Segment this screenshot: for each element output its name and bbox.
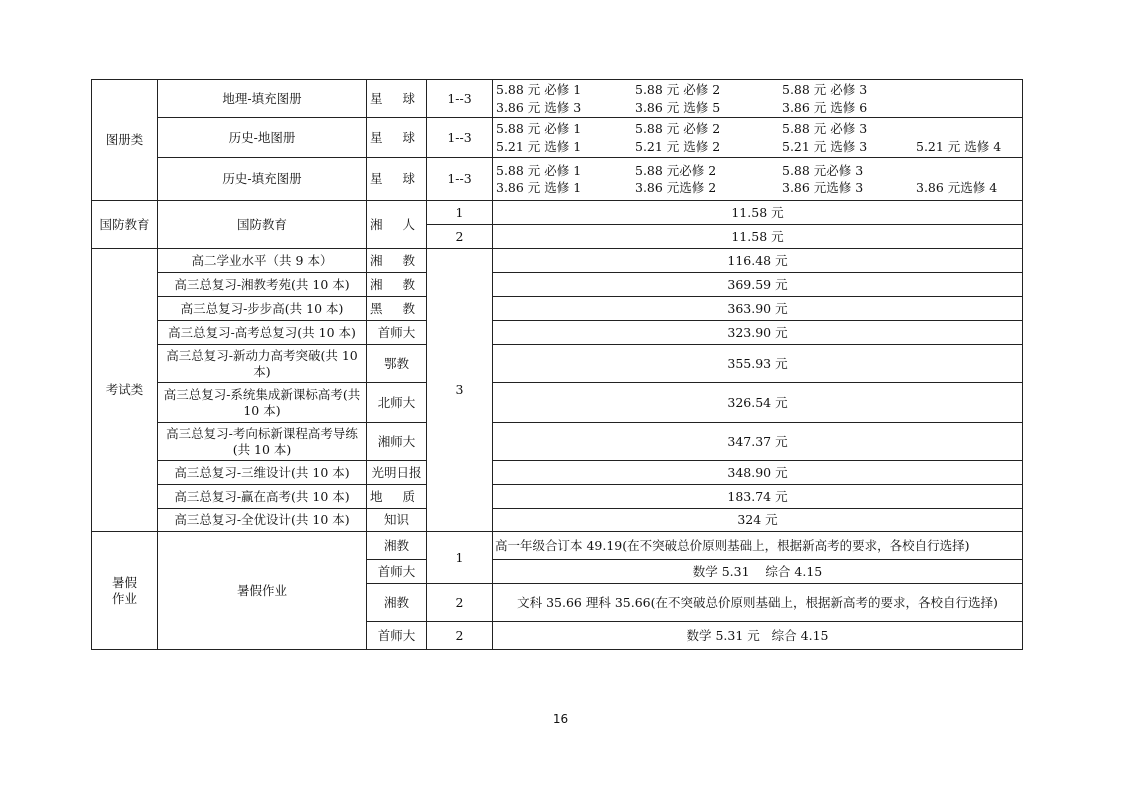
price-cell: 369.59 元 <box>493 273 1023 297</box>
book-name: 高三总复习-新动力高考突破(共 10 本) <box>158 345 367 383</box>
publisher: 湘教 <box>367 532 427 560</box>
publisher: 知识 <box>367 509 427 532</box>
table-row <box>92 201 1023 225</box>
publisher: 光明日报 <box>367 461 427 485</box>
publisher: 星 球 <box>367 118 427 158</box>
price-cell: 323.90 元 <box>493 321 1023 345</box>
book-name: 高三总复习-赢在高考(共 10 本) <box>158 485 367 509</box>
table-row <box>92 273 1023 297</box>
price-grid <box>493 120 1022 155</box>
book-name: 高三总复习-湘教考苑(共 10 本) <box>158 273 367 297</box>
price-cell: 363.90 元 <box>493 297 1023 321</box>
table-row <box>92 158 1023 201</box>
price-cell: 文科 35.66 理科 35.66(在不突破总价原则基础上，根据新高考的要求，各校自行选择) <box>493 584 1023 622</box>
book-name: 高三总复习-步步高(共 10 本) <box>158 297 367 321</box>
price-item <box>916 81 1022 99</box>
page-number: 16 <box>552 712 569 726</box>
table-row <box>92 383 1023 423</box>
book-name: 国防教育 <box>158 201 367 249</box>
book-name: 高三总复习-高考总复习(共 10 本) <box>158 321 367 345</box>
publisher: 首师大 <box>367 321 427 345</box>
book-name: 高二学业水平（共 9 本） <box>158 249 367 273</box>
publisher: 北师大 <box>367 383 427 423</box>
price-item <box>916 162 1022 180</box>
price-item: 3.86 元 选修 3 <box>496 99 582 115</box>
publisher: 湘 人 <box>367 201 427 249</box>
price-item: 5.88 元 必修 1 <box>496 82 582 97</box>
price-cell: 183.74 元 <box>493 485 1023 509</box>
publisher: 鄂教 <box>367 345 427 383</box>
price-item: 5.88 元 必修 3 <box>782 121 868 136</box>
table-row <box>92 461 1023 485</box>
price-cell: 348.90 元 <box>493 461 1023 485</box>
publisher: 星 球 <box>367 158 427 201</box>
price-item: 5.21 元 选修 2 <box>635 138 721 154</box>
price-item: 5.21 元 选修 3 <box>782 138 868 154</box>
book-name: 地理-填充图册 <box>158 80 367 118</box>
category-cell: 考试类 <box>92 249 158 532</box>
price-item: 5.88 元必修 3 <box>782 162 864 178</box>
price-item: 5.21 元 选修 1 <box>496 138 582 154</box>
publisher: 首师大 <box>367 560 427 584</box>
price-item: 5.88 元 必修 1 <box>496 162 582 178</box>
grade: 2 <box>427 225 493 249</box>
grade: 3 <box>427 249 493 532</box>
category-cell: 暑假作业 <box>92 532 158 650</box>
price-cell <box>493 158 1023 201</box>
price-item: 5.21 元 选修 4 <box>916 138 1002 154</box>
price-cell: 数学 5.31 综合 4.15 <box>493 560 1023 584</box>
grade: 2 <box>427 584 493 622</box>
table-row <box>92 423 1023 461</box>
price-item: 3.86 元 选修 1 <box>496 180 582 195</box>
price-cell: 11.58 元 <box>493 201 1023 225</box>
book-name: 高三总复习-系统集成新课标高考(共 10 本) <box>158 383 367 423</box>
book-name: 暑假作业 <box>158 532 367 650</box>
price-item: 3.86 元 选修 5 <box>635 99 721 115</box>
table-row <box>92 345 1023 383</box>
grade: 1 <box>427 532 493 584</box>
price-cell: 347.37 元 <box>493 423 1023 461</box>
publisher: 湘师大 <box>367 423 427 461</box>
publisher: 地 质 <box>367 485 427 509</box>
book-name: 高三总复习-考向标新课程高考导练(共 10 本) <box>158 423 367 461</box>
table-row <box>92 297 1023 321</box>
price-cell: 324 元 <box>493 509 1023 532</box>
price-grid <box>493 162 1022 197</box>
grade: 1--3 <box>427 118 493 158</box>
grade: 1 <box>427 201 493 225</box>
table-row <box>92 321 1023 345</box>
book-name: 高三总复习-全优设计(共 10 本) <box>158 509 367 532</box>
price-item: 5.88 元必修 2 <box>635 162 717 178</box>
publisher: 湘教 <box>367 584 427 622</box>
price-item: 3.86 元 选修 6 <box>782 99 868 115</box>
publisher: 星 球 <box>367 80 427 118</box>
price-item: 5.88 元 必修 2 <box>635 82 721 97</box>
price-cell: 116.48 元 <box>493 249 1023 273</box>
price-item: 3.86 元选修 2 <box>635 180 717 195</box>
category-cell: 国防教育 <box>92 201 158 249</box>
table-row <box>92 80 1023 118</box>
price-item: 3.86 元选修 3 <box>782 180 864 195</box>
table-row <box>92 249 1023 273</box>
price-item: 5.88 元 必修 1 <box>496 121 582 136</box>
table-row <box>92 118 1023 158</box>
grade: 2 <box>427 622 493 650</box>
price-item <box>916 99 1022 117</box>
publisher: 湘 教 <box>367 249 427 273</box>
grade: 1--3 <box>427 158 493 201</box>
publisher: 湘 教 <box>367 273 427 297</box>
price-item: 5.88 元 必修 2 <box>635 121 721 136</box>
price-item: 5.88 元 必修 3 <box>782 82 868 97</box>
price-cell: 11.58 元 <box>493 225 1023 249</box>
price-item: 3.86 元选修 4 <box>916 180 998 195</box>
price-cell: 数学 5.31 元 综合 4.15 <box>493 622 1023 650</box>
book-name: 高三总复习-三维设计(共 10 本) <box>158 461 367 485</box>
publisher: 黑 教 <box>367 297 427 321</box>
price-cell <box>493 80 1023 118</box>
price-cell: 326.54 元 <box>493 383 1023 423</box>
grade: 1--3 <box>427 80 493 118</box>
category-cell: 图册类 <box>92 80 158 201</box>
table-row <box>92 532 1023 560</box>
book-name: 历史-填充图册 <box>158 158 367 201</box>
price-cell <box>493 118 1023 158</box>
publisher: 首师大 <box>367 622 427 650</box>
price-cell: 高一年级合订本 49.19(在不突破总价原则基础上，根据新高考的要求，各校自行选择) <box>493 532 1023 560</box>
price-item <box>916 120 1022 138</box>
table-row <box>92 485 1023 509</box>
price-cell: 355.93 元 <box>493 345 1023 383</box>
book-name: 历史-地图册 <box>158 118 367 158</box>
price-grid <box>493 81 1022 116</box>
table-row <box>92 509 1023 532</box>
booklist-table <box>91 79 1023 650</box>
